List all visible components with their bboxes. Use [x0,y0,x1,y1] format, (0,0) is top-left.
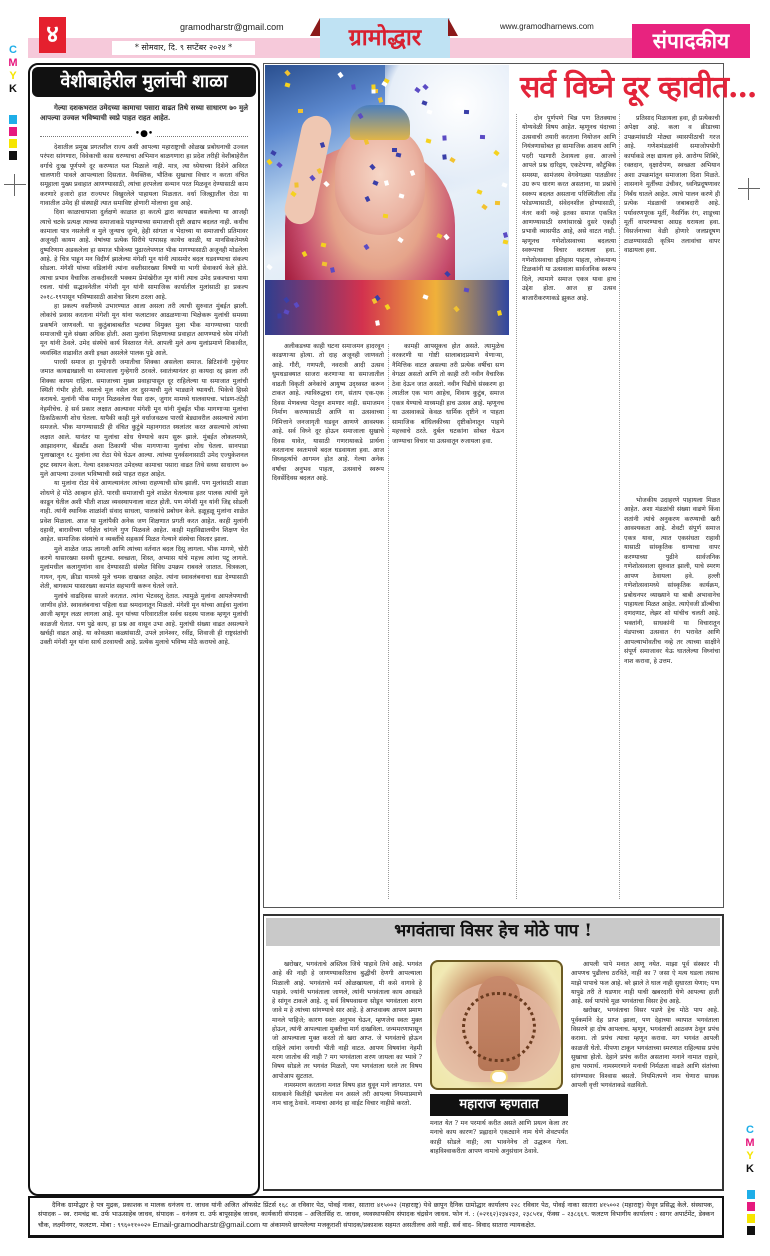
idol-head [335,125,425,235]
cmyk-letters-left [7,44,19,96]
petal [502,239,508,244]
cmyk-c: C [746,1124,754,1136]
swatch-yellow [747,1214,755,1223]
column-rule [388,344,389,899]
portrait-rosary [462,992,536,1062]
cmyk-c: C [9,44,17,56]
cmyk-k: K [746,1163,754,1175]
masthead-logo: ग्रामोद्धार [320,18,450,58]
ganesh-idol-photo [265,65,509,335]
swatch-cyan [747,1190,755,1199]
left-article [28,63,260,1196]
petal [266,159,272,165]
column-rule [516,114,517,899]
petal [277,162,283,168]
editorial-text: कामही आपसूकच होत असते. त्यामुळेच वरकरणी या गोष्टी सालाबादप्रमाणे येणाऱ्या, नैमित्तिक वाटत असल्या तरी प्रत्येक वर्षीचा सण वेगळा असतो आणि तो काही तरी नवीन वैचारिक ठेवा देऊन जात असतो. नवीन पिढीचे संस्करण हा त्यातील एक भाग आहेच, शिवाय कुटुंब, समाज एकत्र येण्याचे माध्यमही हाच उत्सव आहे. म्हणूनच या उत्सवाकडे केवळ धार्मिक दृष्टीने न पाहता सामाजिक बांधिलकीच्या दृष्टीकोनातून पाहणे महत्त्वाचे ठरते. दुर्बल घटकांना सोबत घेऊन जाण्याचा विचार या उत्सवातून रुजायला हवा. [392,343,504,445]
swatch-black [9,151,17,160]
left-paragraph: हा प्रकल्प वस्तीमध्ये उभारण्यात आला असला तरी त्याची सुरुवात मुंबईत झाली. लोकांचे प्रवास करताना मंगेशी मून यांना फलाटावर आढळणाऱ्या भिक्षेकरू मुलांची समस्या प्रकर्षाने जाणवली. या कुठुंबाबाबतीत भटक्या विमुक्त मुला भीक मागण्याच्या पारधी समाजाची मुले संख्या अधिक होती. अशा मुलांना शिक्षणाच्या प्रवाहात आणण्याचे ध्येय मंगेशी मून यांनी ठेवले. उमेद संस्थेचे कार्य विस्तारत गेले. आपली मुले अन्य मुलांप्रमाणे शिकावीत, व्यवस्थित वाढावीत अशी इच्छा असलेले पालक पुढे आले. [40,302,248,357]
masthead-corner-right [448,18,458,36]
cmyk-y: Y [746,1150,754,1162]
quote-header: महाराज म्हणतात [430,1094,568,1116]
column-rule [619,114,620,899]
color-swatches-left [9,115,17,163]
header-email[interactable]: gramodharstr@gmail.com [180,22,284,32]
left-paragraph: दिवा काळाचापाशा दुर्लक्षणे काळात हा करत्ये द्वारा कायद्यात बसलेल्या या आजही त्याचे चटके प्रत्यक्ष त्याच्या समाजाकडे पाहण्याच्या समाजाची दृष्टी अद्याप बदलत नाही. कधीच कामाला पात्र नसलेली व मुले जुन्याच जुन्ये, हेही सांगता व भेदाच्या या समाजाची प्रतिमावर अजूनही कायम आहे. वेषांच्या प्रत्येक सिरीये पापासह कायेच काळी, या मानसिकतेमध्ये दुष्परिणाम अडकलेला हा समाज भीकेच्या पुढारलेपणात भीक मागण्यासाठी अजूनही मोडलेला आहे. हे चित्र पाहून मन विदीर्ण झालेल्या मंगेशी मून यांनी त्यासमोर बदल घडवण्याचा संकल्प सोडला. मंगेशी यांच्या वडिलांनी त्यांना वस्तीसारख्या विषयी या भागी सेवाकार्य केले होते. त्याचा प्रभाव वैचारिक ताकदीवरती भक्कम प्रेमांखेरीज मून यांनी त्याच उमेद प्रकल्पाचा पाया रचला. यांची सद्भावनेतील मंगेशी मून यांनी सामाजिक कार्यातील मुलांसाठी हा प्रकल्प २०१८-१९पासून भविष्यासाठी आशेचा किरण ठरला आहे. [40,209,248,301]
swatch-cyan [9,115,17,124]
imprint-line: दैनिक ग्रामोद्धार हे पत्र मुद्रक, प्रकाशक व मालक धनंजय रा. जाधव यांनी अजित ऑफसेट प्रिंटर्स १६८ अ रविवार पेठ, पोवई नाका, सातारा ४१५००२ (महाराष्ट्र) येथे छापून दैनिक ग्रामोद्धार कार्यालय २२८ रविवार पेठ, पोवई नाका सातारा ४१५००२ (महाराष्ट्र) येथून प्रसिद्ध केले. संस्थापक, संपादक – स्व. रामचंद्र बा. उर्फ भाऊसाहेब जाधव, संपादक – धनंजय रा. उर्फ बापूसाहेब जाधव, कार्यकारी संपादक – अजितसिंह रा. जाधव, व्यवस्थापकीय संपादक चंद्रसेन जाधव. फोन नं. : (०२१६२)२३४२३२, २३८५१४, फॅक्स – २३८६६९. फलटण विभागीय कार्यालय : सागर अपार्टमेंट, डेक्कन चौक, लक्ष्मीनगर, फलटण. मोबा : ९९६०११००२० [38,1201,714,1229]
imprint-email[interactable]: Email-gramodharstr@gmail.com [152,1219,261,1229]
spiritual-paragraph: नामस्मरण करताना मनात विषय हात धुवून मागे लागतात. पण साधकाने कितीही भ्रमलेला मन असले तरी आपल्या नियमाप्रमाणे नाम चालू ठेवावे. नामाचा आनंद हा वाईट विचार नाहीसे करतो. [272,1081,422,1108]
petal [482,204,488,210]
left-paragraph: पारधी समाज हा गुन्हेगारी जमातीचा शिक्का असलेला समाज. ब्रिटिशांनी गुन्हेगार जमात कायद्याखाली या समाजाला गुन्हेगारी ठरवले. स्वातंत्र्यानंतर हा कायदा रद्द झाला तरी शिक्का कायम राहिला. समाजाच्या मुख्य प्रवाहापासून दूर राहिलेल्या या समाजात मुलांची स्थिती गंभीर होती. स्वतःचे मूल नसेल तर दुसऱ्याची मुले भाड्याने घ्यायची. भिकेचे हिस्से करायचे. मुलांनी भीक मागून मिळवलेला पैसा दारू, जुगार मामध्ये घालवायचा. भांडण-तंटेही नेहमीचेच. हे सर्व प्रकार लक्षात आल्यावर मंगेशी मून यांनी मुंबईत भीक मागणाऱ्या मुलांचा ठिकठिकाणी शोध घेतला. यापैकी काही मुले वर्धाजवळच पारधी बेड्यावरील असल्याचे त्यांना समजले. भीक मागण्यासाठी ही वंचित कुटुंबे महानगरात स्थलांतर करत असल्याचे त्यांच्या लक्षात आले. यानंतर या मुलांचा शोध घेण्याचे काम सुरू झाले. मुंबईत लोकलमध्ये, आझादनगर, बँडस्टँड अशा ठिकाणी भीक मागणाऱ्या मुलांचा शोध घेतला. सानपाडा पुलाखालून १८ मुलांना त्या रोठा येथे घेऊन आल्या. त्यांच्या पुनर्वसनासाठी उमेद एज्युकेशनल ट्रस्ट स्थापन केला. गेल्या दशकभरात उमेदच्या कामाचा पसारा वाढत तिथे सध्या साधारण ७० मुले आपल्या उज्वल भविष्याची स्वप्ने पाहत राहत आहेत. [40,358,248,479]
swatch-black [747,1226,755,1235]
cmyk-y: Y [9,70,17,82]
portrait-flower [490,1070,508,1084]
left-paragraph: मुलांचे वाढदिवस साजरे करतात. त्यांना भेटवस्तू देतात. त्यामुळे मुलांना आपलेपणाची जाणीव होते. स्वावलंबनाचा पहिला धडा श्रमदानातून मिळतो. मंगेशी मून यांच्या आईचा मुलांना आजी म्हणून लळा लागला आहे. मून यांच्या परिवारातील सर्वच सदस्य पालक म्हणून मुलांची काळजी घेतात. पण पुढे काय, हा प्रश्न आ वासून उभा आहे. मुलांची संख्या वाढत असल्याने खर्चही वाढत आहे. या कोवळ्या कळ्यांसाठी, उपले ज्ञानेश्वर, रवींद्र, शिवाजी ही राष्ट्रसंतांची उक्ती मंगेशी मून यांना सार्थ ठरवायची आहे. प्रत्येक मुलाचे भविष्य मोठे करायचे आहे. [40,592,248,647]
spiritual-column-3 [571,960,719,1185]
spiritual-paragraph: खरोखर, भगवंताचे अस्तित्व जिथे पाहावे तिथे आहे. भगवंत आहे की नाही हे जाणण्याकरिताच बुद्धीची देणगी आपल्याला मिळाली आहे. भगवंताचे मर्म ओळखायला, मी कसे वागावे हे पाहावे. ज्यांनी भगवंताला जाणले, त्यांनी भगवंताला काय आवडते हे सांगून टाकले आहे. तू सर्व विषयवासना सोडून भगवंताला शरण जावे म हे त्यांच्या सांगण्याचे सार आहे. हे आप्तवाक्य आपण प्रमाण मानले पाहिजे; कारण स्वतः अनुभव घेऊन, म्हणजेच स्वतः मुक्त होऊन, त्यांनी आपल्याला मुक्तीचा मार्ग दाखविला. जन्ममरणापासून जो आपल्याला मुक्त करतो तो खरा आप्त. जे भगवंताचे होऊन राहिले त्यांना जगाची भीती नाही वाटत. आपण विषयांना नेहमी मरण जातोच की नाही ? मग भगवंताला शरण जायला का भ्यावे ? विषय सोडले तर भगवंत मिळतो, पण भगवंताला धरले तर विषय आपोआप सुटतात. [272,961,422,1080]
left-paragraph: मुले शाळेत जाऊ लागली आणि त्यांच्या वर्तनात बदल दिसू लागला. भीक मागणे, चोरी करणे यासारख्या सवयी सुटल्या. स्वच्छता, शिस्त, अभ्यास यांचे महत्त्व त्यांना पटू लागले. मुलांमधील कलागुणांना वाव देण्यासाठी संस्थेत विविध उपक्रम राबवले जातात. चित्रकला, गायन, नृत्य, क्रीडा यामध्ये मुले चमक दाखवत आहेत. त्यांना स्वावलंबनाचा धडा देण्यासाठी शेती, बागकाम यासारख्या कामांत सहभागी करून घेतले जाते. [40,545,248,591]
petal [392,148,397,152]
petal [337,72,343,78]
cmyk-k: K [9,83,17,95]
registration-crosshair-left [4,174,26,196]
imprint-disclaimer: या अंकामध्ये छापलेल्या मजकूराशी संपादक/प्रकाशक सहमत असतीलच असे नाही. सर्व वाद– विवाद सातारा न्यायकक्षेत. [262,1220,536,1229]
color-swatches-right [747,1190,755,1238]
petal [294,182,298,187]
spiritual-article [263,914,724,1191]
section-label: संपादकीय [632,24,750,58]
editorial-column-3 [522,114,616,904]
left-paragraph: देशातील प्रमुख प्रगतशील राज्य अशी आपल्या महाराष्ट्राची ओळख प्रबोधनाची उज्वल परंपरा सांगणारा, विवेकाची कास धरण्याचा अभिमान बाळगणारा हा प्रदेश तरीही वेशीबाहेरील वर्गाचे दुःख पूर्णपणे दूर करण्यात यश मिळाले नाही. मात्र, त्या ध्येयाच्या दिशेने अविरत चालणारी पावले आपल्याला दिसतात. वैयक्तिक, भौतिक सुखाचा विचार न करता वंचित समूहाला मुख्य प्रवाहात आणण्यासाठी, त्यांचा हरपलेला सन्मान परत मिळवून देण्यासाठी काम करणारे हजारो हात राज्यभर विखुरलेले पाहायला मिळतात. वर्धा जिल्ह्यातील रोठा या गावातील उमेद ही संस्थाही त्यात समाविष्ट होणारी मोलाचा दुवा आहे. [40,144,248,208]
petal [351,85,356,91]
editorial-text: प्रतिसाद मिळायला हवा, ही प्रत्येकाची अपेक्षा आहे. कला व क्रीडाच्या उपक्रमांसाठी मोठ्या व्यासपीठाची गरज आहे. गणेशमंडळांनी समाजोपयोगी कार्याकडे लक्ष द्यायला हवे. आरोग्य शिबिरे, रक्तदान, वृक्षारोपण, स्वच्छता अभियान अशा उपक्रमांतून समाजाला दिशा मिळते. शासनाने मूर्तींच्या उंचीवर, ध्वनिप्रदूषणावर निर्बंध घातले आहेत. त्याचे पालन करणे ही प्रत्येक मंडळाची जबाबदारी आहे. पर्यावरणपूरक मूर्ती, नैसर्गिक रंग, शाडूच्या मूर्ती वापरण्याचा आग्रह धरायला हवा. विसर्जनाच्या वेळी होणारे जलप्रदूषण टाळण्यासाठी कृत्रिम तलावांचा वापर वाढायला हवा. [624,115,720,255]
petal [298,109,303,113]
editorial-column-5 [624,496,720,901]
petal [502,232,507,238]
editorial-headline: सर्व विघ्ने दूर व्हावीत... [520,70,757,105]
idol-crown [350,105,410,140]
editorial-text: दोन पूर्णपणे भिन्न पण तितक्याच योग्यवेळी विषय आहेत. म्हणूनच यंदाच्या उत्सवाची तयारी करताना नियोजन आणि नियंत्रणासोबत हा सामाजिक आशय आणि पदरी पडणारी ठेवायला हवा. आजचे आपले प्रश्न दारिद्र्य, एकटेपणा, कौटुंबिक समस्या, सामंजस्य वेगवेगळ्या पातळीवर उग्र रूप धारण करत असताना, या प्रश्नांचे स्वरूप बदलत असताना परिस्थितीला तोंड फोडण्यासाठी, संवेदनशील होण्यासाठी, नंतर कधी नव्हे इतका समाज एकत्रित आणण्यासाठी सणांसारखे दुसरे एकही प्रभावी व्यासपीठ आहे, असे वाटत नाही. म्हणूनच गणेशोत्सवाच्या बदलत्या स्वरूपाचा विचार करायला हवा. गणेशोत्सवाचा इतिहास पाहता, लोकमान्य टिळकांनी या उत्सवाला सार्वजनिक स्वरूप दिले, त्यामागे समाज एकत्र यावा हाच उद्देश होता. आज हा उत्सव बाजारीकरणाकडे झुकत आहे. [522,115,616,302]
quote-text: मनात येत ? मन परमार्थ करीत असते आणि प्रयत्न केला तर मनाचे काय कारण? प्रह्लादाने एकट्याने नाम घेणे शेवटपर्यंत काही सोडले नाही; त्या भावनेनेच तो उद्धरून गेला. बाहविश्वाकरीता आपण नामाचे अनुसंधान ठेवावे. [430,1120,568,1155]
cmyk-letters-right [744,1124,756,1176]
petal [321,261,327,266]
spiritual-paragraph: आपली पापे मनात आणू नयेत. माझा पूर्व संस्कार मी आपणच पुढीलच ठरविते, नाही का ? जसा ऐ मत्य घडला तसाच माझे पापाचे फल आहे. बरे झाले ते घाल नाही सुधारता येणार; पण यापुढे तरी ते घडणार नाही याची खबरदारी घेणे आपल्या हाती आहे. सर्व पापांचे मूळ भगवंताचा विसर हेच आहे. [571,961,719,1006]
petal [371,84,375,89]
left-article-title: वेशीबाहेरील मुलांची शाळा [32,67,256,97]
petal [495,201,500,205]
petal [284,82,290,87]
editorial-column-1 [272,342,384,902]
editorial-column-2 [392,342,504,902]
spiritual-article-title: भगवंताचा विसर हेच मोठे पाप ! [266,918,720,946]
left-article-body [30,139,258,652]
issue-date: * सोमवार, दि. ९ सप्टेंबर २०२४ * [112,41,255,55]
cmyk-m: M [745,1137,755,1149]
petal [277,313,281,318]
cmyk-m: M [8,57,18,69]
registration-crosshair-right [738,178,760,200]
main-editorial [263,63,757,908]
divider-ornament-icon: •●• [132,129,156,139]
petal [464,110,469,114]
spiritual-column-1 [272,960,422,1185]
petal [377,97,382,103]
ornament-divider [40,127,248,137]
petal [480,135,485,139]
editorial-text: भोजकीय उदाहरणे पाहायला मिळत आहेत. अशा मंडळांची संख्या वाढणे किंवा शतांनी त्यांचे अनुकरण करण्याची खरी आवश्यकता आहे. शेवटी संपूर्ण समाज एकत्र यावा, त्यात एकसंधता राहावी यासाठी सांस्कृतिक धाग्याचा वापर करण्याच्या पुढीने सार्वजनिक गणेशोत्सवाला सुरुवात झाली, याचे स्मरण आपण ठेवायला हवे. हल्ली गणेशोत्सवामध्ये सांस्कृतिक कार्यक्रम, प्रबोधनपर व्याख्याने या बाबी अभावानेच पाहायला मिळत आहेत. त्याऐवजी डॉल्बीचा दणदणाट, लेझर शो यांचीच चलती आहे. भक्तांनी, साधकांनी या विचारातून मंडपाच्या उत्सवात रंग भरावेत आणि आपल्याभोवतीच नव्हे तर त्याच्या साक्षीने संपूर्ण समाजावर येऊ घातलेल्या विघ्नांचा नाश करावा, हे उत्तम. [624,497,720,665]
spiritual-paragraph: खरोखर, भगवंताचा विसर पडणे हेच मोठे पाप आहे. पूर्वकर्माने देह प्राप्त झाला, पण देहाच्या व्यापात भगवंताला विसरणे हा दोष आपलाच. म्हणून, भगवंताची आठवण ठेवून प्रपंच करावा. तो प्रपंच त्याचा म्हणून करावा. मग भगवंत आपली काळजी घेतो. मीपणा टाकून भगवंताच्या स्मरणात राहिल्यास प्रपंच सुखाचा होतो. देहाने प्रपंच करीत असताना मनाने नामात राहावे, हाच परमार्थ. नामस्मरणाने मनाची निर्मळता वाढते आणि संतांच्या सांगण्यावर विश्वास बसतो. नियमितपणे नाम घेणारा साधक आपली वृत्ती भगवंताकडे वळवितो. [571,1007,719,1089]
page-number: ४ [39,17,66,53]
maharaj-portrait [430,960,563,1090]
petal [330,267,335,273]
left-paragraph: या मुलांना रोठा येथे आणल्यानंतर त्यांच्या राहण्याची सोय झाली. पण मुलांसाठी शाळा शोधणे हे मोठे आव्हान होते. पारधी समाजाची मुले शाळेत घेतल्यास इतर पालक त्यांची मुले काढून घेतील अशी भीती शाळा व्यवस्थापनाला वाटत होती. पण मंगेशी मून यांनी जिद्द सोडली नाही. त्यांनी स्थानिक शाळांशी संवाद साधला, पालकांचे प्रबोधन केले. हळूहळू मुलांना शाळेत प्रवेश मिळाला. आज या मुलांपैकी अनेक जण शिक्षणात प्रगती करत आहेत. काही मुलांनी दहावी, बारावीच्या परीक्षेत चांगले गुण मिळवले आहेत. काही महाविद्यालयीन शिक्षण घेत आहेत. सामाजिक संस्थांचे व व्यक्तींचे सहकार्य मिळत गेल्याने संस्थेचा विस्तार झाला. [40,480,248,544]
imprint-footer [28,1196,724,1238]
petal [270,150,276,156]
imprint-text [38,1201,714,1230]
petal [284,69,290,75]
swatch-magenta [747,1202,755,1211]
left-article-intro: गेल्या दशकभरात उमेदच्या कामाचा पसारा वाढत तिथे सध्या साधारण ७० मुले आपल्या उज्वल भविष्याची स्वप्ने पाहत राहत आहेत. [40,103,248,122]
masthead-corner-left [310,18,320,36]
editorial-column-4 [624,114,720,494]
swatch-magenta [9,127,17,136]
petal [442,135,446,140]
editorial-text: अलीकडच्या काही घटना समाजमन हादरवून काढणाऱ्या होत्या. तो दाह अजूनही जाणवतो आहे. गौरी, गणपती, नवरात्री आदी उत्सव धुमधडाक्यात साजरा करणाऱ्या या समाजातील वाढती विकृती अनेकांचे आयुष्य उद्ध्वस्त करून टाकत आहे. त्याविरुद्धचा राग, संताप एक-एक दिवस मेणबत्त्या पेटवून शमणार नाही. समाजमन निर्माण करण्यासाठी आणि या उत्सवाच्या निमित्ताने जनजागृती घडवून आणणे आवश्यक आहे. सर्व विघ्ने दूर होऊन समाजाला सुखाचे दिवस यावेत, यासाठी गणरायाकडे प्रार्थना करतानाच स्वतःमध्ये बदल घडवायला हवा. आज विघ्नहर्त्याचे आगमन होत आहे. गेल्या अनेक वर्षांचा अनुभव पाहता, उत्सवाचे स्वरूप दिवसेंदिवस बदलत आहे. [272,343,384,483]
petal [266,264,272,270]
header-website[interactable]: www.gramodharnews.com [500,22,594,31]
petal [382,213,388,218]
swatch-yellow [9,139,17,148]
